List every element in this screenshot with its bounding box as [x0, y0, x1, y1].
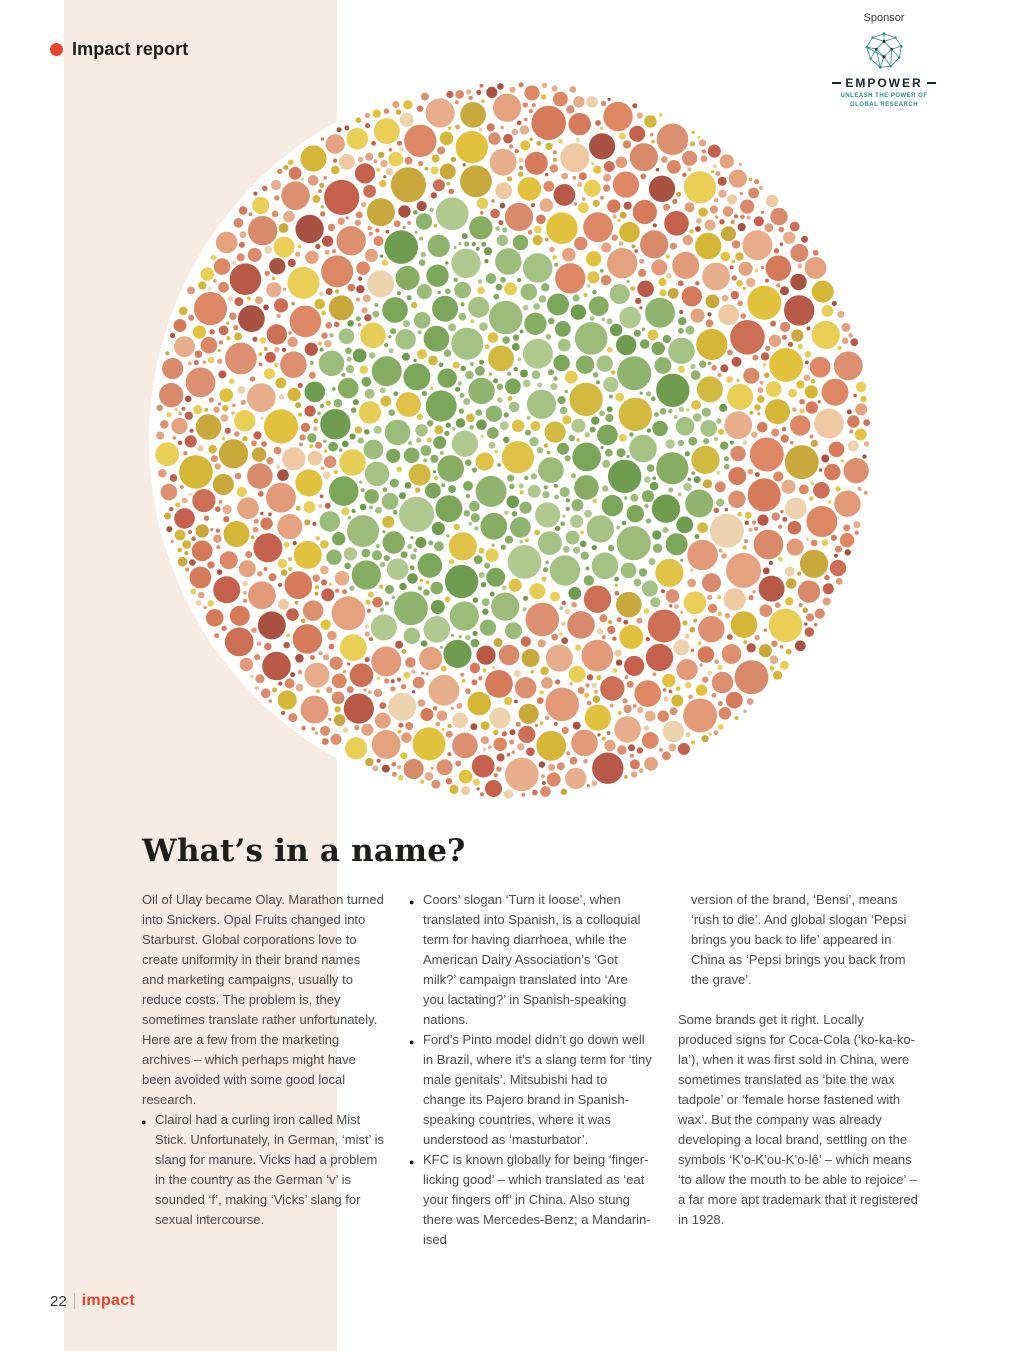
paragraph-text: Oil of Ulay became Olay. Marathon turned into Snickers. Opal Fruits changed into Starburst. Global corporations love to create uniformity in their brand names and marketing campaigns, usually to reduce costs. The problem is, they sometimes translate rather unfortunately. Here are a few from the marketing archives – which perhaps might have been avoided with some good local research.	[142, 892, 384, 1107]
paragraph-text: version of the brand, ‘Bensi’, means ‘rush to die’. And global slogan ‘Pepsi brings you back to life’ appeared in China as ‘Pepsi brings you back from the grave’.	[691, 892, 907, 987]
footer-divider	[74, 1293, 75, 1309]
paragraph	[142, 890, 384, 1110]
page-number: 22	[50, 1292, 67, 1310]
sponsor-label: Sponsor	[863, 12, 905, 24]
paragraph	[410, 1030, 652, 1150]
bullet-icon: ●	[409, 897, 415, 907]
dot-plate	[148, 75, 878, 805]
paragraph	[410, 1150, 652, 1250]
paragraph-text: Clairol had a curling iron called Mist Stick. Unfortunately, in German, ‘mist’ is slang for manure. Vicks had a problem in the country as the German ‘v’ is sounded ‘f’, making ‘Vicks’ slang for sexual intercourse.	[155, 1112, 385, 1227]
section-header	[50, 39, 188, 60]
article-column-2	[410, 890, 652, 1250]
article	[142, 833, 920, 1250]
wordmark-line-left	[832, 82, 841, 84]
sponsor-wordmark-row	[832, 76, 935, 90]
paragraph-text: KFC is known globally for being ‘finger-licking good’ – which translated as ‘eat your fingers off’ in China. Also stung there was Mercedes-Benz; a Mandarin-ised	[423, 1152, 651, 1247]
bullet-icon: ●	[409, 1157, 415, 1167]
bullet-icon: ●	[409, 1037, 415, 1047]
paragraph-text: Some brands get it right. Locally produced signs for Coca-Cola (‘ko-ka-ko-la’), when it was first sold in China, were sometimes translated as ‘bite the wax tadpole’ or ‘female horse fastened with wax’. But the company was already developing a local brand, settling on the symbols ‘K’o-K’ou-K’o-lê’ – which means ‘to allow the mouth to be able to rejoice’ – a far more apt trademark that it registered in 1928.	[678, 1012, 918, 1227]
paragraph	[410, 890, 652, 1030]
wordmark-line-right	[927, 82, 936, 84]
article-title: What’s in a name?	[142, 833, 466, 869]
article-columns	[142, 890, 920, 1250]
network-globe-icon	[861, 28, 907, 74]
sponsor-block	[836, 12, 932, 109]
article-column-3	[678, 890, 920, 1250]
paragraph-text: Ford’s Pinto model didn’t go down well in Brazil, where it’s a slang term for ‘tiny male genitals’. Mitsubishi had to change its Pajero brand in Spanish-speaking countries, where it was understood as ‘masturbator’.	[423, 1032, 652, 1147]
bullet-icon: ●	[141, 1117, 147, 1127]
paragraph-text: Coors’ slogan ‘Turn it loose’, when translated into Spanish, is a colloquial term for having diarrhoea, while the American Dairy Association’s ‘Got milk?’ campaign translated into ‘Are you lactating?’ in Spanish-speaking nations.	[423, 892, 641, 1027]
sponsor-tagline: UNLEASH THE POWER OF GLOBAL RESEARCH	[840, 93, 928, 108]
article-column-1	[142, 890, 384, 1250]
paragraph	[142, 1110, 384, 1230]
section-label: Impact report	[72, 39, 189, 59]
paragraph	[678, 1010, 920, 1230]
page-footer	[50, 1292, 135, 1310]
sponsor-wordmark: EMPOWER	[845, 76, 923, 90]
bullet-dot-icon	[50, 43, 63, 56]
paragraph	[678, 890, 920, 990]
magazine-logo: impact	[81, 1292, 136, 1309]
